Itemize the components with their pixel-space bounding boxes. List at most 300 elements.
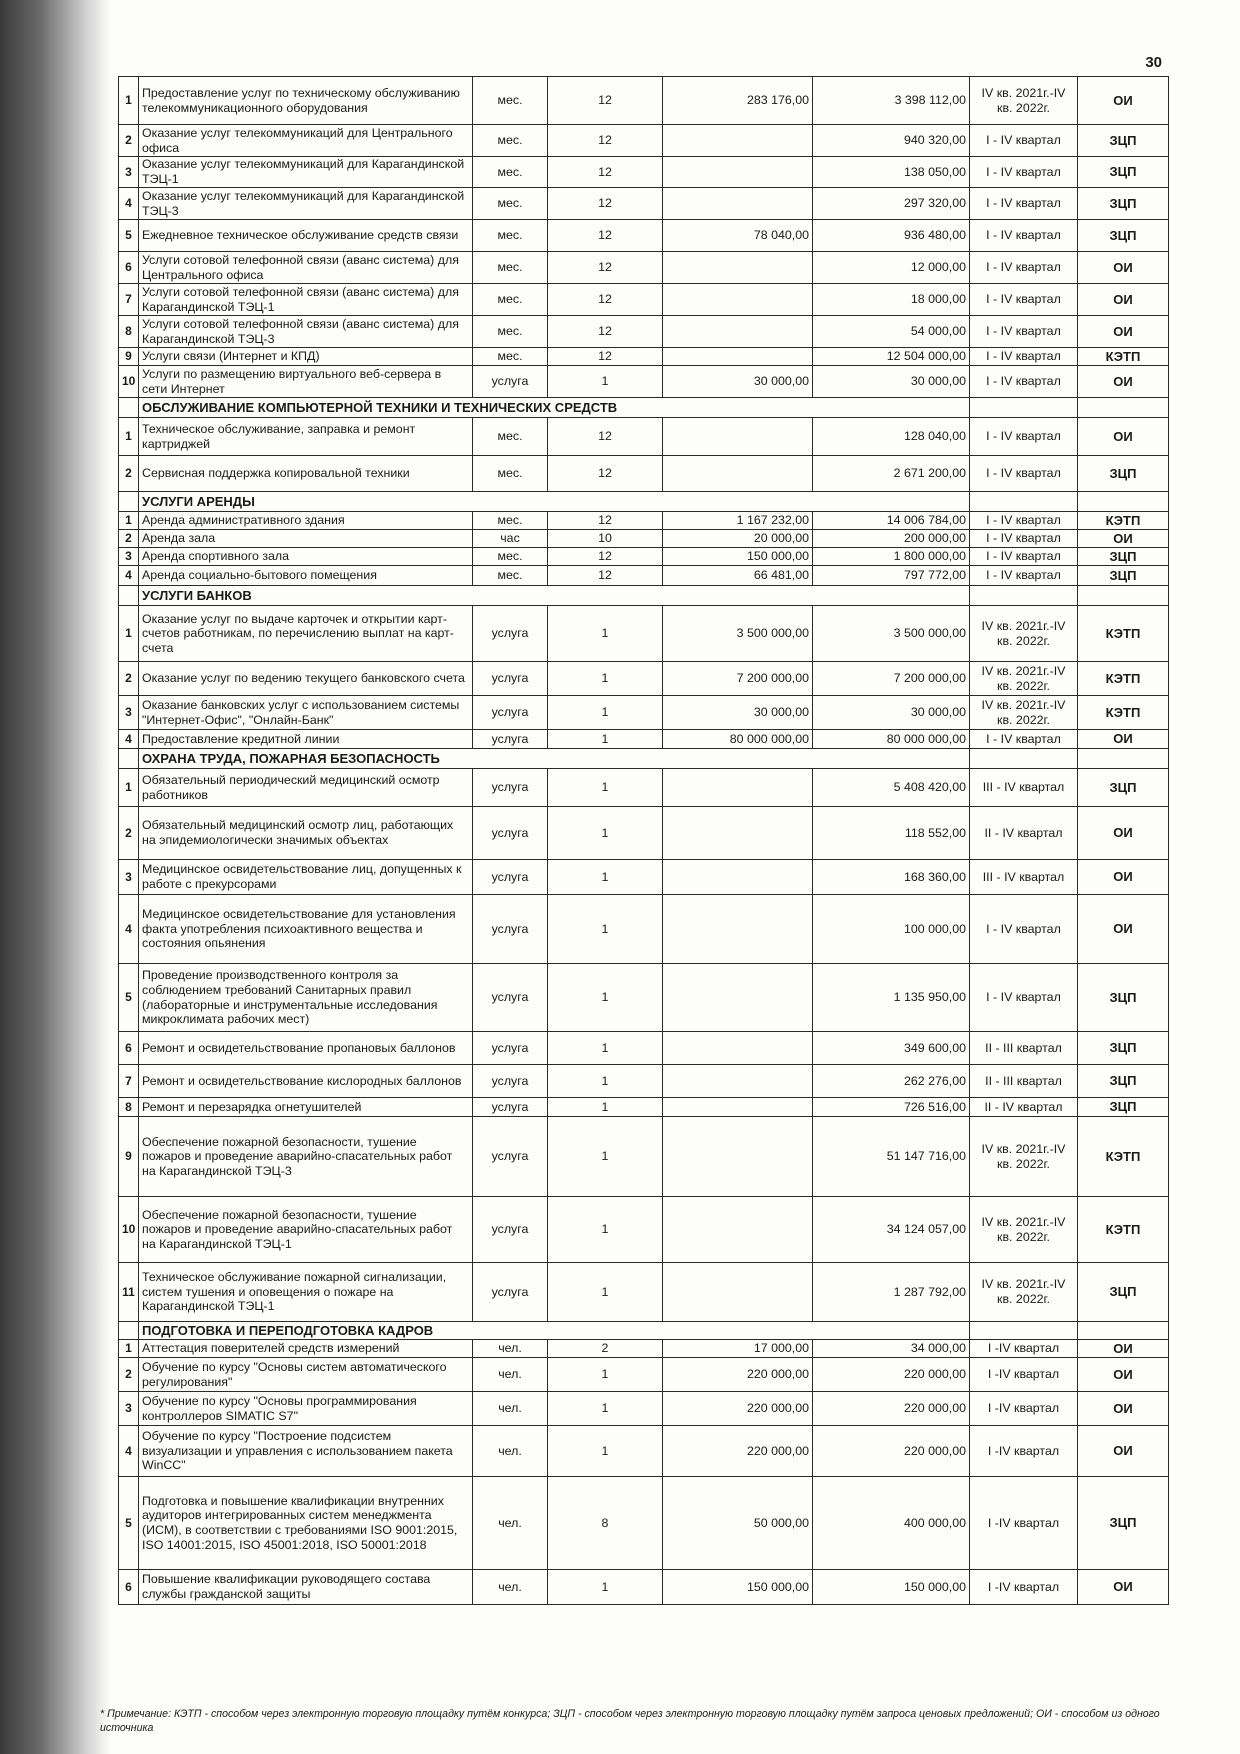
cell-num: 6 (119, 1570, 139, 1605)
table-row (119, 696, 1169, 730)
cell-price (663, 964, 813, 1032)
cell-unit: чел. (473, 1570, 548, 1605)
cell-sum: 940 320,00 (813, 125, 970, 157)
cell-unit: услуга (473, 1065, 548, 1098)
cell-qty: 1 (548, 769, 663, 807)
cell-qty: 12 (548, 512, 663, 530)
cell-unit: услуга (473, 860, 548, 895)
cell-price (663, 456, 813, 492)
cell-period: IV кв. 2021г.-IV кв. 2022г. (970, 1197, 1078, 1263)
cell-qty: 12 (548, 284, 663, 316)
cell-method: ОИ (1078, 807, 1169, 860)
cell-period: I -IV квартал (970, 1570, 1078, 1605)
cell-qty: 12 (548, 220, 663, 252)
cell-num: 2 (119, 530, 139, 548)
cell-qty: 12 (548, 77, 663, 125)
section-empty-cell (1078, 749, 1169, 769)
cell-method: ОИ (1078, 418, 1169, 456)
cell-method: КЭТП (1078, 696, 1169, 730)
cell-price (663, 125, 813, 157)
table-row (119, 1477, 1169, 1570)
cell-name: Оказание услуг телекоммуникаций для Карагандинской ТЭЦ-1 (139, 157, 473, 188)
cell-period: I - IV квартал (970, 157, 1078, 188)
cell-method: ОИ (1078, 252, 1169, 284)
cell-unit: чел. (473, 1477, 548, 1570)
cell-sum: 220 000,00 (813, 1426, 970, 1477)
cell-unit: мес. (473, 220, 548, 252)
cell-num: 7 (119, 284, 139, 316)
cell-period: I - IV квартал (970, 188, 1078, 220)
section-number-cell (119, 492, 139, 512)
cell-price (663, 316, 813, 348)
section-number-cell (119, 749, 139, 769)
cell-method: ЗЦП (1078, 125, 1169, 157)
table-row (119, 348, 1169, 366)
cell-qty: 1 (548, 807, 663, 860)
cell-sum: 51 147 716,00 (813, 1117, 970, 1197)
cell-sum: 18 000,00 (813, 284, 970, 316)
cell-period: II - III квартал (970, 1032, 1078, 1065)
cell-qty: 1 (548, 895, 663, 964)
cell-num: 1 (119, 769, 139, 807)
cell-name: Ежедневное техническое обслуживание средств связи (139, 220, 473, 252)
cell-period: II - IV квартал (970, 807, 1078, 860)
cell-sum: 118 552,00 (813, 807, 970, 860)
table-row (119, 284, 1169, 316)
cell-price (663, 1032, 813, 1065)
cell-unit: мес. (473, 252, 548, 284)
cell-period: I - IV квартал (970, 730, 1078, 749)
cell-name: Обучение по курсу "Основы программирования контроллеров SIMATIC S7" (139, 1392, 473, 1426)
cell-method: ОИ (1078, 284, 1169, 316)
cell-unit: услуга (473, 895, 548, 964)
cell-price: 30 000,00 (663, 366, 813, 398)
cell-price (663, 1065, 813, 1098)
cell-num: 7 (119, 1065, 139, 1098)
cell-sum: 1 135 950,00 (813, 964, 970, 1032)
cell-name: Проведение производственного контроля за соблюдением требований Санитарных правил (лабораторные и инструментальные исследования микроклимата рабочих мест) (139, 964, 473, 1032)
cell-name: Обеспечение пожарной безопасности, тушение пожаров и проведение аварийно-спасательных работ на Карагандинской ТЭЦ-3 (139, 1117, 473, 1197)
cell-qty: 1 (548, 1098, 663, 1117)
cell-period: IV кв. 2021г.-IV кв. 2022г. (970, 606, 1078, 662)
cell-method: ОИ (1078, 1426, 1169, 1477)
table-row (119, 1358, 1169, 1392)
cell-unit: услуга (473, 1117, 548, 1197)
cell-method: ОИ (1078, 1392, 1169, 1426)
section-empty-cell (970, 492, 1078, 512)
cell-sum: 936 480,00 (813, 220, 970, 252)
cell-sum: 1 800 000,00 (813, 548, 970, 566)
cell-name: Услуги сотовой телефонной связи (аванс система) для Центрального офиса (139, 252, 473, 284)
section-number-cell (119, 1322, 139, 1340)
cell-method: ЗЦП (1078, 157, 1169, 188)
cell-price (663, 1098, 813, 1117)
cell-qty: 1 (548, 964, 663, 1032)
cell-price (663, 807, 813, 860)
table-row (119, 1263, 1169, 1322)
cell-sum: 54 000,00 (813, 316, 970, 348)
cell-unit: мес. (473, 566, 548, 586)
section-number-cell (119, 398, 139, 418)
table-row (119, 1098, 1169, 1117)
cell-name: Ремонт и освидетельствование пропановых баллонов (139, 1032, 473, 1065)
cell-unit: услуга (473, 1032, 548, 1065)
cell-method: КЭТП (1078, 348, 1169, 366)
cell-price (663, 188, 813, 220)
cell-sum: 400 000,00 (813, 1477, 970, 1570)
cell-sum: 2 671 200,00 (813, 456, 970, 492)
cell-sum: 30 000,00 (813, 696, 970, 730)
cell-name: Аренда социально-бытового помещения (139, 566, 473, 586)
cell-period: II - IV квартал (970, 1098, 1078, 1117)
table-row (119, 1570, 1169, 1605)
cell-num: 3 (119, 696, 139, 730)
section-title: УСЛУГИ БАНКОВ (139, 586, 970, 606)
cell-period: I - IV квартал (970, 418, 1078, 456)
cell-method: ОИ (1078, 1340, 1169, 1358)
cell-num: 9 (119, 1117, 139, 1197)
cell-unit: мес. (473, 512, 548, 530)
cell-name: Оказание услуг телекоммуникаций для Центрального офиса (139, 125, 473, 157)
cell-name: Сервисная поддержка копировальной техники (139, 456, 473, 492)
cell-name: Оказание банковских услуг с использованием системы "Интернет-Офис", "Онлайн-Банк" (139, 696, 473, 730)
cell-period: I - IV квартал (970, 456, 1078, 492)
cell-period: I -IV квартал (970, 1358, 1078, 1392)
cell-qty: 12 (548, 566, 663, 586)
cell-sum: 797 772,00 (813, 566, 970, 586)
cell-num: 9 (119, 348, 139, 366)
cell-name: Обеспечение пожарной безопасности, тушение пожаров и проведение аварийно-спасательных работ на Карагандинской ТЭЦ-1 (139, 1197, 473, 1263)
cell-unit: мес. (473, 284, 548, 316)
cell-num: 1 (119, 606, 139, 662)
cell-period: I - IV квартал (970, 252, 1078, 284)
cell-num: 11 (119, 1263, 139, 1322)
cell-period: III - IV квартал (970, 860, 1078, 895)
cell-num: 5 (119, 220, 139, 252)
cell-period: I -IV квартал (970, 1392, 1078, 1426)
cell-method: ЗЦП (1078, 769, 1169, 807)
cell-period: I -IV квартал (970, 1477, 1078, 1570)
table-row (119, 512, 1169, 530)
cell-unit: услуга (473, 1098, 548, 1117)
cell-unit: чел. (473, 1426, 548, 1477)
procurement-table-container (118, 76, 1168, 1605)
cell-qty: 1 (548, 696, 663, 730)
cell-method: ЗЦП (1078, 548, 1169, 566)
cell-period: IV кв. 2021г.-IV кв. 2022г. (970, 1263, 1078, 1322)
page-number: 30 (1145, 54, 1162, 71)
cell-unit: услуга (473, 964, 548, 1032)
cell-qty: 12 (548, 418, 663, 456)
cell-period: I - IV квартал (970, 348, 1078, 366)
table-row (119, 1340, 1169, 1358)
cell-sum: 168 360,00 (813, 860, 970, 895)
cell-method: КЭТП (1078, 1197, 1169, 1263)
cell-method: ЗЦП (1078, 220, 1169, 252)
table-row (119, 157, 1169, 188)
cell-num: 4 (119, 895, 139, 964)
cell-method: ОИ (1078, 895, 1169, 964)
cell-price: 7 200 000,00 (663, 662, 813, 696)
cell-price: 1 167 232,00 (663, 512, 813, 530)
cell-price: 220 000,00 (663, 1426, 813, 1477)
cell-num: 6 (119, 252, 139, 284)
table-row (119, 1117, 1169, 1197)
cell-name: Предоставление кредитной линии (139, 730, 473, 749)
table-row (119, 769, 1169, 807)
cell-qty: 1 (548, 366, 663, 398)
table-row (119, 220, 1169, 252)
cell-sum: 128 040,00 (813, 418, 970, 456)
table-row (119, 418, 1169, 456)
cell-price (663, 348, 813, 366)
cell-method: ОИ (1078, 530, 1169, 548)
cell-period: I - IV квартал (970, 512, 1078, 530)
table-row (119, 77, 1169, 125)
cell-unit: мес. (473, 77, 548, 125)
cell-unit: услуга (473, 769, 548, 807)
table-row (119, 316, 1169, 348)
section-empty-cell (1078, 1322, 1169, 1340)
cell-num: 3 (119, 157, 139, 188)
cell-period: IV кв. 2021г.-IV кв. 2022г. (970, 77, 1078, 125)
table-row (119, 807, 1169, 860)
cell-num: 2 (119, 1358, 139, 1392)
cell-method: КЭТП (1078, 1117, 1169, 1197)
cell-qty: 8 (548, 1477, 663, 1570)
section-empty-cell (1078, 586, 1169, 606)
table-row (119, 1392, 1169, 1426)
cell-sum: 3 500 000,00 (813, 606, 970, 662)
section-title: ОБСЛУЖИВАНИЕ КОМПЬЮТЕРНОЙ ТЕХНИКИ И ТЕХНИЧЕСКИХ СРЕДСТВ (139, 398, 970, 418)
cell-price (663, 284, 813, 316)
cell-method: ЗЦП (1078, 1065, 1169, 1098)
cell-num: 8 (119, 316, 139, 348)
cell-price: 150 000,00 (663, 548, 813, 566)
cell-name: Услуги сотовой телефонной связи (аванс система) для Карагандинской ТЭЦ-1 (139, 284, 473, 316)
cell-qty: 12 (548, 252, 663, 284)
cell-period: IV кв. 2021г.-IV кв. 2022г. (970, 696, 1078, 730)
section-title: ОХРАНА ТРУДА, ПОЖАРНАЯ БЕЗОПАСНОСТЬ (139, 749, 970, 769)
cell-qty: 1 (548, 1117, 663, 1197)
cell-name: Оказание услуг по выдаче карточек и открытии карт-счетов работникам, по перечислению выплат на карт-счета (139, 606, 473, 662)
cell-price: 50 000,00 (663, 1477, 813, 1570)
cell-unit: мес. (473, 548, 548, 566)
section-empty-cell (970, 586, 1078, 606)
cell-name: Услуги сотовой телефонной связи (аванс система) для Карагандинской ТЭЦ-3 (139, 316, 473, 348)
cell-num: 1 (119, 77, 139, 125)
cell-sum: 726 516,00 (813, 1098, 970, 1117)
cell-sum: 220 000,00 (813, 1358, 970, 1392)
cell-price: 30 000,00 (663, 696, 813, 730)
cell-qty: 1 (548, 1392, 663, 1426)
table-row (119, 1065, 1169, 1098)
table-row (119, 188, 1169, 220)
cell-period: I - IV квартал (970, 964, 1078, 1032)
cell-qty: 12 (548, 348, 663, 366)
cell-num: 6 (119, 1032, 139, 1065)
cell-method: ЗЦП (1078, 566, 1169, 586)
cell-price (663, 418, 813, 456)
cell-qty: 12 (548, 456, 663, 492)
cell-period: IV кв. 2021г.-IV кв. 2022г. (970, 662, 1078, 696)
cell-sum: 12 504 000,00 (813, 348, 970, 366)
procurement-table-body (119, 77, 1169, 1605)
table-row (119, 125, 1169, 157)
cell-name: Обучение по курсу "Основы систем автоматического регулирования" (139, 1358, 473, 1392)
cell-name: Оказание услуг по ведению текущего банковского счета (139, 662, 473, 696)
cell-sum: 34 000,00 (813, 1340, 970, 1358)
cell-method: ЗЦП (1078, 1032, 1169, 1065)
section-title: ПОДГОТОВКА И ПЕРЕПОДГОТОВКА КАДРОВ (139, 1322, 970, 1340)
cell-unit: мес. (473, 125, 548, 157)
cell-price (663, 157, 813, 188)
section-empty-cell (970, 749, 1078, 769)
cell-price: 220 000,00 (663, 1358, 813, 1392)
cell-method: ОИ (1078, 730, 1169, 749)
cell-method: КЭТП (1078, 662, 1169, 696)
cell-name: Услуги по размещению виртуального веб-сервера в сети Интернет (139, 366, 473, 398)
cell-unit: чел. (473, 1392, 548, 1426)
cell-period: I - IV квартал (970, 566, 1078, 586)
cell-unit: услуга (473, 1263, 548, 1322)
cell-sum: 349 600,00 (813, 1032, 970, 1065)
cell-num: 2 (119, 456, 139, 492)
cell-sum: 7 200 000,00 (813, 662, 970, 696)
section-empty-cell (970, 1322, 1078, 1340)
cell-sum: 5 408 420,00 (813, 769, 970, 807)
section-header-row (119, 586, 1169, 606)
cell-num: 4 (119, 1426, 139, 1477)
procurement-table (118, 76, 1169, 1605)
cell-method: ЗЦП (1078, 456, 1169, 492)
table-row (119, 1032, 1169, 1065)
cell-price: 66 481,00 (663, 566, 813, 586)
cell-sum: 138 050,00 (813, 157, 970, 188)
cell-name: Медицинское освидетельствование лиц, допущенных к работе с прекурсорами (139, 860, 473, 895)
cell-qty: 10 (548, 530, 663, 548)
cell-unit: услуга (473, 696, 548, 730)
cell-name: Аттестация поверителей средств измерений (139, 1340, 473, 1358)
cell-qty: 12 (548, 157, 663, 188)
cell-qty: 1 (548, 1570, 663, 1605)
cell-sum: 3 398 112,00 (813, 77, 970, 125)
section-header-row (119, 398, 1169, 418)
cell-price (663, 1117, 813, 1197)
cell-price: 78 040,00 (663, 220, 813, 252)
cell-price: 20 000,00 (663, 530, 813, 548)
table-row (119, 860, 1169, 895)
cell-num: 4 (119, 730, 139, 749)
cell-num: 2 (119, 807, 139, 860)
cell-name: Ремонт и освидетельствование кислородных баллонов (139, 1065, 473, 1098)
cell-unit: мес. (473, 316, 548, 348)
cell-num: 5 (119, 964, 139, 1032)
cell-num: 3 (119, 548, 139, 566)
cell-unit: мес. (473, 157, 548, 188)
cell-unit: мес. (473, 348, 548, 366)
cell-price: 220 000,00 (663, 1392, 813, 1426)
cell-sum: 220 000,00 (813, 1392, 970, 1426)
table-row (119, 456, 1169, 492)
table-row (119, 964, 1169, 1032)
cell-num: 3 (119, 1392, 139, 1426)
cell-period: I - IV квартал (970, 316, 1078, 348)
cell-price (663, 1197, 813, 1263)
cell-name: Техническое обслуживание пожарной сигнализации, систем тушения и оповещения о пожаре на Карагандинской ТЭЦ-1 (139, 1263, 473, 1322)
cell-name: Обязательный периодический медицинский осмотр работников (139, 769, 473, 807)
section-header-row (119, 1322, 1169, 1340)
cell-sum: 12 000,00 (813, 252, 970, 284)
cell-method: КЭТП (1078, 606, 1169, 662)
cell-num: 2 (119, 125, 139, 157)
cell-period: I - IV квартал (970, 220, 1078, 252)
cell-period: IV кв. 2021г.-IV кв. 2022г. (970, 1117, 1078, 1197)
cell-num: 4 (119, 566, 139, 586)
cell-price (663, 769, 813, 807)
cell-method: ЗЦП (1078, 188, 1169, 220)
cell-period: I -IV квартал (970, 1426, 1078, 1477)
cell-unit: услуга (473, 606, 548, 662)
cell-num: 10 (119, 1197, 139, 1263)
cell-num: 3 (119, 860, 139, 895)
cell-name: Ремонт и перезарядка огнетушителей (139, 1098, 473, 1117)
cell-method: ОИ (1078, 316, 1169, 348)
cell-qty: 1 (548, 606, 663, 662)
table-row (119, 548, 1169, 566)
table-row (119, 606, 1169, 662)
cell-unit: услуга (473, 730, 548, 749)
cell-period: I - IV квартал (970, 366, 1078, 398)
section-number-cell (119, 586, 139, 606)
cell-sum: 30 000,00 (813, 366, 970, 398)
cell-price: 150 000,00 (663, 1570, 813, 1605)
cell-period: I - IV квартал (970, 548, 1078, 566)
cell-price: 17 000,00 (663, 1340, 813, 1358)
cell-sum: 150 000,00 (813, 1570, 970, 1605)
cell-num: 5 (119, 1477, 139, 1570)
cell-unit: услуга (473, 662, 548, 696)
section-empty-cell (970, 398, 1078, 418)
cell-period: III - IV квартал (970, 769, 1078, 807)
cell-unit: мес. (473, 456, 548, 492)
cell-period: I - IV квартал (970, 284, 1078, 316)
cell-num: 10 (119, 366, 139, 398)
table-row (119, 530, 1169, 548)
cell-qty: 1 (548, 1426, 663, 1477)
cell-sum: 34 124 057,00 (813, 1197, 970, 1263)
table-row (119, 252, 1169, 284)
scan-page-edge (0, 0, 110, 1754)
cell-sum: 200 000,00 (813, 530, 970, 548)
cell-num: 1 (119, 418, 139, 456)
cell-qty: 1 (548, 860, 663, 895)
cell-sum: 80 000 000,00 (813, 730, 970, 749)
cell-name: Обучение по курсу "Построение подсистем визуализации и управления с использованием пакета WinCC" (139, 1426, 473, 1477)
cell-method: КЭТП (1078, 512, 1169, 530)
cell-name: Аренда зала (139, 530, 473, 548)
cell-qty: 1 (548, 730, 663, 749)
table-row (119, 1426, 1169, 1477)
table-row (119, 366, 1169, 398)
table-row (119, 730, 1169, 749)
cell-qty: 1 (548, 1032, 663, 1065)
table-row (119, 566, 1169, 586)
cell-name: Услуги связи (Интернет и КПД) (139, 348, 473, 366)
cell-qty: 12 (548, 316, 663, 348)
cell-method: ЗЦП (1078, 1477, 1169, 1570)
cell-qty: 2 (548, 1340, 663, 1358)
